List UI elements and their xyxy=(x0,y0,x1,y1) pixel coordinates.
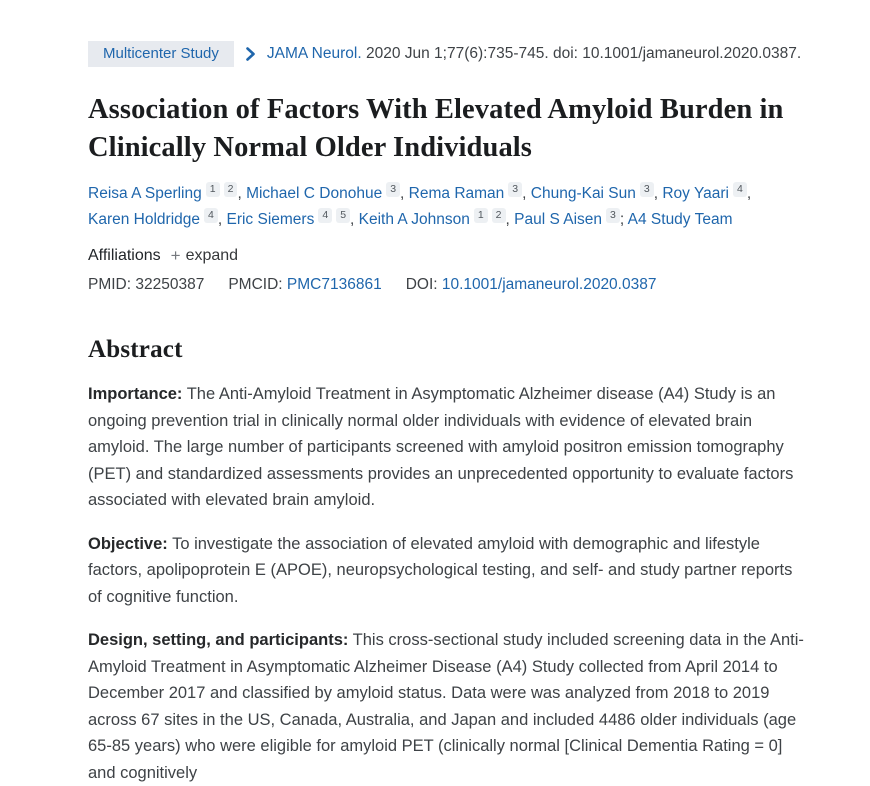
affiliation-superscript[interactable]: 3 xyxy=(640,182,654,197)
author-link[interactable]: Karen Holdridge xyxy=(88,211,201,229)
author-link[interactable]: Keith A Johnson xyxy=(358,211,470,229)
paragraph-label: Objective: xyxy=(88,534,168,553)
abstract-section xyxy=(88,336,808,786)
affiliation-superscript[interactable]: 4 xyxy=(733,182,747,197)
paragraph-text: The Anti-Amyloid Treatment in Asymptomatic Alzheimer disease (A4) Study is an ongoing prevention trial in clinically normal older individuals with evidence of elevated brain amyloid. The large number of participants screened with amyloid positron emission tomography (PET) and standardized assessments provides an unprecedented opportunity to evaluate factors associated with elevated brain amyloid. xyxy=(88,385,794,510)
identifiers-row xyxy=(88,276,808,294)
pmid-value: 32250387 xyxy=(135,276,205,294)
doi-link[interactable]: 10.1001/jamaneurol.2020.0387 xyxy=(441,276,657,294)
authors-line xyxy=(88,181,778,233)
author-separator: , xyxy=(400,185,409,203)
affiliation-superscript[interactable]: 5 xyxy=(336,208,350,223)
paragraph-text: To investigate the association of elevated amyloid with demographic and lifestyle factors, apolipoprotein E (APOE), neuropsychological testing, and self- and study partner reports of cognitive function. xyxy=(88,534,793,606)
paragraph-text: This cross-sectional study included screening data in the Anti-Amyloid Treatment in Asymptomatic Alzheimer Disease (A4) Study collected from April 2014 to December 2017 and classified by amyloid status. Data were was analyzed from 2018 to 2019 across 67 sites in the US, Canada, Australia, and Japan and included 4486 older individuals (age 65-85 years) who were eligible for amyloid PET (clinically normal [Clinical Dementia Rating = 0] and cognitively xyxy=(88,631,804,782)
article-title: Association of Factors With Elevated Amyloid Burden in Clinically Normal Older Individuals xyxy=(88,94,784,163)
author-separator: , xyxy=(505,211,515,229)
expand-label: expand xyxy=(185,247,239,265)
author-separator: , xyxy=(522,185,531,203)
pmcid-group xyxy=(228,276,381,293)
author-separator: , xyxy=(350,211,359,229)
author-link[interactable]: Roy Yaari xyxy=(662,185,729,203)
doi-label: DOI: xyxy=(405,276,442,294)
author-separator: , xyxy=(746,185,752,203)
journal-link[interactable]: JAMA Neurol. xyxy=(266,45,362,62)
author-link[interactable]: Eric Siemers xyxy=(226,211,315,229)
pmid-group xyxy=(88,276,204,293)
affiliation-superscript[interactable]: 2 xyxy=(492,208,506,223)
collaboration-link[interactable]: A4 Study Team xyxy=(627,211,733,229)
affiliation-superscript[interactable]: 3 xyxy=(606,208,620,223)
paragraph-label: Design, setting, and participants: xyxy=(88,631,349,650)
abstract-heading: Abstract xyxy=(88,336,183,364)
collaboration-separator: ; xyxy=(619,211,628,229)
chevron-right-icon xyxy=(245,47,256,61)
publication-type-badge[interactable]: Multicenter Study xyxy=(88,41,234,67)
affiliations-label: Affiliations xyxy=(88,247,161,265)
author-link[interactable]: Michael C Donohue xyxy=(246,185,383,203)
author-separator: , xyxy=(217,211,227,229)
affiliation-superscript[interactable]: 3 xyxy=(386,182,400,197)
author-link[interactable]: Reisa A Sperling xyxy=(88,185,202,203)
affiliation-superscript[interactable]: 2 xyxy=(224,182,238,197)
affiliation-superscript[interactable]: 4 xyxy=(204,208,218,223)
author-link[interactable]: Paul S Aisen xyxy=(514,211,603,229)
abstract-paragraph-objective xyxy=(88,531,808,611)
affiliations-row xyxy=(88,246,808,266)
citation-details: 2020 Jun 1;77(6):735-745. doi: 10.1001/jamaneurol.2020.0387. xyxy=(361,45,802,62)
abstract-paragraph-importance xyxy=(88,381,808,514)
pmcid-label: PMCID: xyxy=(228,276,287,294)
plus-icon: + xyxy=(170,246,181,266)
expand-affiliations-button[interactable] xyxy=(171,246,238,266)
author-link[interactable]: Rema Raman xyxy=(408,185,505,203)
pmcid-link[interactable]: PMC7136861 xyxy=(286,276,382,294)
affiliation-superscript[interactable]: 1 xyxy=(474,208,488,223)
doi-group xyxy=(406,276,657,293)
paragraph-label: Importance: xyxy=(88,385,183,404)
affiliation-superscript[interactable]: 4 xyxy=(318,208,332,223)
author-separator: , xyxy=(237,185,247,203)
citation-row xyxy=(88,41,808,67)
author-separator: , xyxy=(653,185,663,203)
pmid-label: PMID: xyxy=(88,276,136,294)
journal-citation xyxy=(267,45,801,63)
affiliation-superscript[interactable]: 3 xyxy=(508,182,522,197)
affiliation-superscript[interactable]: 1 xyxy=(206,182,220,197)
abstract-paragraph-design xyxy=(88,627,808,786)
author-link[interactable]: Chung-Kai Sun xyxy=(530,185,636,203)
